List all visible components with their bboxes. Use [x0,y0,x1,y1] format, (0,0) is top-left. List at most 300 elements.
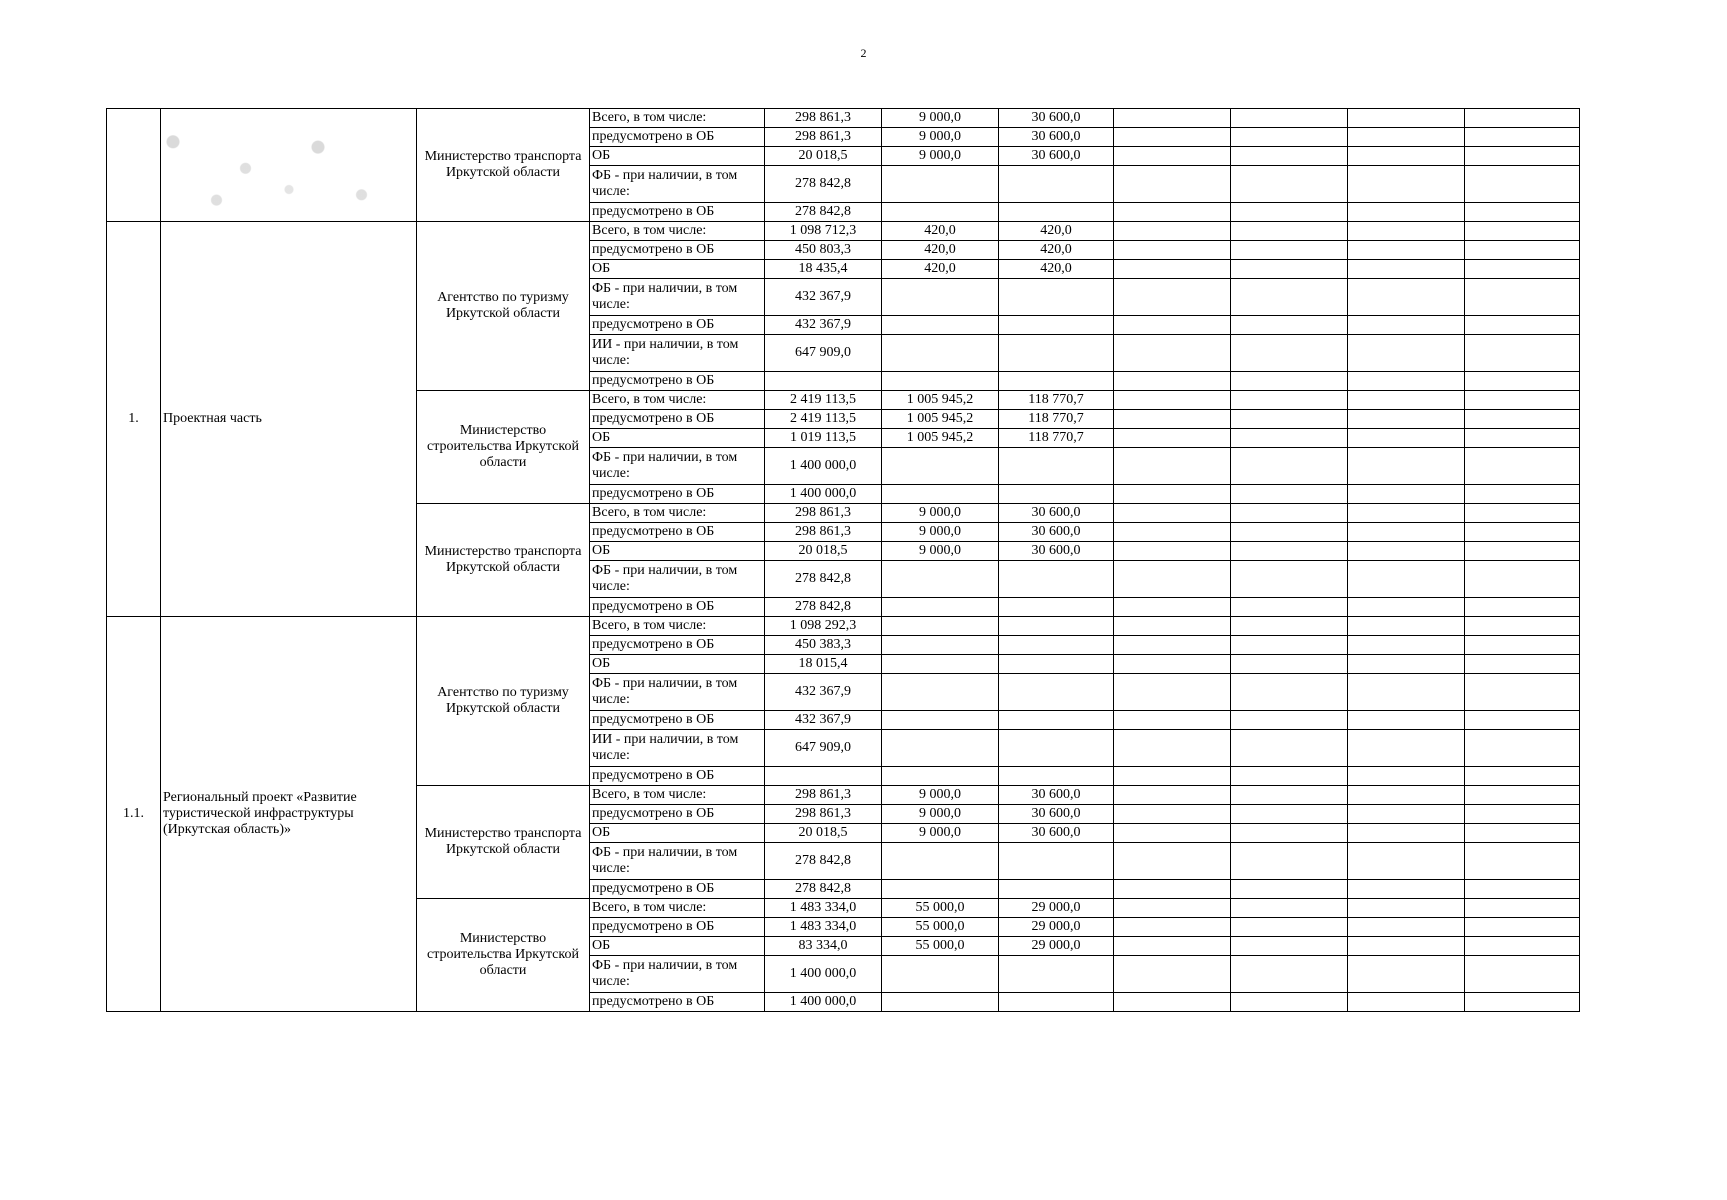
empty-cell [1348,937,1465,956]
value-cell: 450 383,3 [765,636,882,655]
agency-name: Министерство транспорта Иркутской области [417,504,590,617]
empty-cell [1465,993,1580,1012]
empty-cell [1348,335,1465,372]
empty-cell [1114,504,1231,523]
value-cell [999,843,1114,880]
value-cell: 9 000,0 [882,542,999,561]
empty-cell [1231,956,1348,993]
table-row [107,617,1580,636]
empty-cell [1348,843,1465,880]
value-cell: 118 770,7 [999,429,1114,448]
row-label: предусмотрено в ОБ [590,523,765,542]
empty-cell [1231,993,1348,1012]
value-cell: 420,0 [999,222,1114,241]
value-cell [999,617,1114,636]
value-cell [765,372,882,391]
table-row [107,109,1580,128]
row-label: ФБ - при наличии, в том числе: [590,674,765,711]
empty-cell [1465,504,1580,523]
value-cell: 83 334,0 [765,937,882,956]
row-label: предусмотрено в ОБ [590,203,765,222]
empty-cell [1114,429,1231,448]
value-cell: 278 842,8 [765,880,882,899]
empty-cell [1114,993,1231,1012]
empty-cell [1465,617,1580,636]
empty-cell [1114,880,1231,899]
value-cell [882,843,999,880]
row-label: ОБ [590,542,765,561]
empty-cell [1114,786,1231,805]
value-cell: 30 600,0 [999,542,1114,561]
empty-cell [1231,767,1348,786]
row-label: Всего, в том числе: [590,899,765,918]
empty-cell [1114,391,1231,410]
empty-cell [1348,730,1465,767]
empty-cell [1231,918,1348,937]
empty-cell [1348,786,1465,805]
empty-cell [1348,241,1465,260]
value-cell [999,636,1114,655]
value-cell [999,598,1114,617]
empty-cell [1348,655,1465,674]
empty-cell [1231,203,1348,222]
empty-cell [1231,598,1348,617]
value-cell [882,730,999,767]
value-cell [999,880,1114,899]
empty-cell [1348,128,1465,147]
value-cell: 2 419 113,5 [765,410,882,429]
empty-cell [1348,598,1465,617]
empty-cell [1114,767,1231,786]
empty-cell [1231,843,1348,880]
empty-cell [1231,241,1348,260]
value-cell: 298 861,3 [765,109,882,128]
value-cell: 9 000,0 [882,504,999,523]
row-label: Всего, в том числе: [590,617,765,636]
empty-cell [1348,429,1465,448]
value-cell: 2 419 113,5 [765,391,882,410]
table-body [107,109,1580,1012]
empty-cell [1465,918,1580,937]
value-cell: 278 842,8 [765,203,882,222]
empty-cell [1114,899,1231,918]
empty-cell [1114,410,1231,429]
row-label: ОБ [590,429,765,448]
empty-cell [1465,222,1580,241]
empty-cell [1231,429,1348,448]
empty-cell [1231,730,1348,767]
value-cell: 647 909,0 [765,335,882,372]
value-cell: 298 861,3 [765,504,882,523]
empty-cell [1231,786,1348,805]
value-cell: 420,0 [882,222,999,241]
empty-cell [1348,448,1465,485]
value-cell [882,993,999,1012]
value-cell: 18 015,4 [765,655,882,674]
row-label: ФБ - при наличии, в том числе: [590,279,765,316]
value-cell: 1 400 000,0 [765,993,882,1012]
empty-cell [1465,203,1580,222]
empty-cell [1465,805,1580,824]
row-label: ФБ - при наличии, в том числе: [590,843,765,880]
value-cell [882,279,999,316]
row-label: Всего, в том числе: [590,109,765,128]
value-cell: 20 018,5 [765,824,882,843]
value-cell: 298 861,3 [765,805,882,824]
agency-name: Министерство транспорта Иркутской области [417,109,590,222]
value-cell: 18 435,4 [765,260,882,279]
empty-cell [1114,956,1231,993]
empty-cell [1348,805,1465,824]
agency-name: Агентство по туризму Иркутской области [417,222,590,391]
value-cell [999,372,1114,391]
empty-cell [1465,391,1580,410]
row-label: предусмотрено в ОБ [590,767,765,786]
empty-cell [1114,542,1231,561]
empty-cell [1348,279,1465,316]
value-cell: 420,0 [882,241,999,260]
row-label: предусмотрено в ОБ [590,636,765,655]
agency-name: Министерство транспорта Иркутской области [417,786,590,899]
value-cell: 30 600,0 [999,109,1114,128]
value-cell: 29 000,0 [999,899,1114,918]
empty-cell [1114,109,1231,128]
empty-cell [1348,504,1465,523]
empty-cell [1348,147,1465,166]
empty-cell [1465,335,1580,372]
empty-cell [1348,372,1465,391]
agency-name: Министерство строительства Иркутской области [417,899,590,1012]
value-cell: 1 400 000,0 [765,956,882,993]
page-number: 2 [860,46,867,60]
empty-cell [1348,222,1465,241]
value-cell [882,448,999,485]
value-cell: 30 600,0 [999,504,1114,523]
empty-cell [1465,655,1580,674]
value-cell [999,561,1114,598]
empty-cell [1114,260,1231,279]
value-cell [999,674,1114,711]
empty-cell [1231,316,1348,335]
empty-cell [1465,260,1580,279]
value-cell: 432 367,9 [765,316,882,335]
row-label: предусмотрено в ОБ [590,128,765,147]
empty-cell [1114,711,1231,730]
empty-cell [1465,316,1580,335]
empty-cell [1114,203,1231,222]
value-cell [882,636,999,655]
empty-cell [1231,805,1348,824]
value-cell: 1 005 945,2 [882,410,999,429]
value-cell: 20 018,5 [765,542,882,561]
empty-cell [1231,128,1348,147]
row-label: предусмотрено в ОБ [590,316,765,335]
value-cell: 420,0 [999,241,1114,260]
row-label: ОБ [590,147,765,166]
empty-cell [1114,166,1231,203]
row-label: предусмотрено в ОБ [590,485,765,504]
empty-cell [1231,260,1348,279]
empty-cell [1348,523,1465,542]
empty-cell [1114,617,1231,636]
value-cell: 29 000,0 [999,918,1114,937]
value-cell [882,598,999,617]
empty-cell [1231,617,1348,636]
value-cell: 1 005 945,2 [882,429,999,448]
section-name: Региональный проект «Развитие туристической инфраструктуры (Иркутская область)» [161,617,417,1012]
value-cell: 278 842,8 [765,166,882,203]
value-cell: 1 098 712,3 [765,222,882,241]
row-label: ФБ - при наличии, в том числе: [590,166,765,203]
value-cell: 298 861,3 [765,786,882,805]
row-label: Всего, в том числе: [590,786,765,805]
empty-cell [1231,561,1348,598]
value-cell [882,767,999,786]
value-cell [882,335,999,372]
row-label: ФБ - при наличии, в том числе: [590,561,765,598]
value-cell [882,617,999,636]
row-label: ФБ - при наличии, в том числе: [590,956,765,993]
empty-cell [1231,824,1348,843]
value-cell: 30 600,0 [999,523,1114,542]
row-label: предусмотрено в ОБ [590,880,765,899]
empty-cell [1348,542,1465,561]
value-cell: 450 803,3 [765,241,882,260]
empty-cell [1231,655,1348,674]
section-index [107,109,161,222]
empty-cell [1348,993,1465,1012]
row-label: предусмотрено в ОБ [590,372,765,391]
empty-cell [1465,636,1580,655]
empty-cell [1348,956,1465,993]
empty-cell [1465,109,1580,128]
empty-cell [1348,918,1465,937]
empty-cell [1465,241,1580,260]
value-cell [999,485,1114,504]
empty-cell [1348,391,1465,410]
empty-cell [1114,222,1231,241]
value-cell: 9 000,0 [882,824,999,843]
empty-cell [1231,391,1348,410]
value-cell [999,655,1114,674]
empty-cell [1114,279,1231,316]
value-cell: 29 000,0 [999,937,1114,956]
empty-cell [1465,279,1580,316]
value-cell: 55 000,0 [882,918,999,937]
value-cell [882,655,999,674]
value-cell: 1 483 334,0 [765,918,882,937]
empty-cell [1465,166,1580,203]
empty-cell [1114,561,1231,598]
empty-cell [1348,109,1465,128]
empty-cell [1348,899,1465,918]
empty-cell [1114,372,1231,391]
empty-cell [1465,372,1580,391]
empty-cell [1465,147,1580,166]
table-row [107,222,1580,241]
empty-cell [1348,711,1465,730]
section-index: 1.1. [107,617,161,1012]
section-name [161,109,417,222]
budget-table [106,108,1580,1012]
row-label: Всего, в том числе: [590,504,765,523]
agency-name: Агентство по туризму Иркутской области [417,617,590,786]
value-cell [999,316,1114,335]
value-cell: 278 842,8 [765,598,882,617]
value-cell: 30 600,0 [999,128,1114,147]
value-cell [882,166,999,203]
row-label: предусмотрено в ОБ [590,805,765,824]
empty-cell [1114,805,1231,824]
value-cell [882,561,999,598]
value-cell: 9 000,0 [882,109,999,128]
empty-cell [1465,786,1580,805]
value-cell [999,335,1114,372]
row-label: ИИ - при наличии, в том числе: [590,335,765,372]
row-label: предусмотрено в ОБ [590,410,765,429]
empty-cell [1114,147,1231,166]
empty-cell [1231,880,1348,899]
row-label: ОБ [590,260,765,279]
empty-cell [1114,674,1231,711]
empty-cell [1465,937,1580,956]
empty-cell [1231,166,1348,203]
value-cell [882,316,999,335]
empty-cell [1114,448,1231,485]
row-label: предусмотрено в ОБ [590,918,765,937]
empty-cell [1231,674,1348,711]
empty-cell [1231,372,1348,391]
value-cell: 30 600,0 [999,805,1114,824]
empty-cell [1114,485,1231,504]
empty-cell [1465,410,1580,429]
empty-cell [1114,918,1231,937]
empty-cell [1231,279,1348,316]
value-cell: 278 842,8 [765,561,882,598]
empty-cell [1465,598,1580,617]
row-label: Всего, в том числе: [590,391,765,410]
empty-cell [1348,260,1465,279]
value-cell: 1 005 945,2 [882,391,999,410]
value-cell [765,767,882,786]
empty-cell [1348,824,1465,843]
value-cell: 432 367,9 [765,674,882,711]
value-cell: 1 098 292,3 [765,617,882,636]
value-cell: 30 600,0 [999,786,1114,805]
agency-name: Министерство строительства Иркутской области [417,391,590,504]
section-name: Проектная часть [161,222,417,617]
value-cell: 9 000,0 [882,786,999,805]
value-cell: 30 600,0 [999,824,1114,843]
empty-cell [1231,711,1348,730]
empty-cell [1465,128,1580,147]
empty-cell [1348,617,1465,636]
value-cell [882,674,999,711]
empty-cell [1231,335,1348,372]
value-cell: 432 367,9 [765,279,882,316]
value-cell: 9 000,0 [882,128,999,147]
empty-cell [1348,485,1465,504]
value-cell [999,767,1114,786]
empty-cell [1465,429,1580,448]
section-index: 1. [107,222,161,617]
value-cell: 9 000,0 [882,523,999,542]
value-cell: 1 400 000,0 [765,485,882,504]
empty-cell [1465,674,1580,711]
value-cell: 118 770,7 [999,391,1114,410]
empty-cell [1348,316,1465,335]
value-cell [999,203,1114,222]
value-cell: 55 000,0 [882,937,999,956]
row-label: ИИ - при наличии, в том числе: [590,730,765,767]
empty-cell [1114,128,1231,147]
row-label: предусмотрено в ОБ [590,711,765,730]
empty-cell [1231,523,1348,542]
empty-cell [1465,542,1580,561]
empty-cell [1348,674,1465,711]
empty-cell [1114,655,1231,674]
empty-cell [1231,504,1348,523]
value-cell: 20 018,5 [765,147,882,166]
empty-cell [1348,636,1465,655]
value-cell: 647 909,0 [765,730,882,767]
empty-cell [1231,542,1348,561]
value-cell [882,880,999,899]
empty-cell [1348,880,1465,899]
empty-cell [1465,561,1580,598]
value-cell [999,956,1114,993]
value-cell: 118 770,7 [999,410,1114,429]
value-cell [882,203,999,222]
empty-cell [1231,485,1348,504]
value-cell: 9 000,0 [882,805,999,824]
empty-cell [1465,956,1580,993]
value-cell [882,956,999,993]
value-cell [999,279,1114,316]
value-cell: 278 842,8 [765,843,882,880]
empty-cell [1465,523,1580,542]
empty-cell [1465,880,1580,899]
value-cell: 420,0 [999,260,1114,279]
empty-cell [1465,824,1580,843]
empty-cell [1231,109,1348,128]
empty-cell [1348,767,1465,786]
empty-cell [1465,767,1580,786]
empty-cell [1114,335,1231,372]
empty-cell [1231,147,1348,166]
value-cell: 1 483 334,0 [765,899,882,918]
value-cell: 298 861,3 [765,128,882,147]
empty-cell [1114,523,1231,542]
value-cell: 9 000,0 [882,147,999,166]
value-cell: 420,0 [882,260,999,279]
empty-cell [1114,824,1231,843]
empty-cell [1231,222,1348,241]
empty-cell [1348,166,1465,203]
row-label: ОБ [590,655,765,674]
value-cell: 30 600,0 [999,147,1114,166]
row-label: ОБ [590,824,765,843]
empty-cell [1114,730,1231,767]
empty-cell [1231,448,1348,485]
empty-cell [1465,899,1580,918]
empty-cell [1465,711,1580,730]
empty-cell [1231,636,1348,655]
value-cell: 432 367,9 [765,711,882,730]
value-cell [999,166,1114,203]
empty-cell [1114,241,1231,260]
empty-cell [1114,598,1231,617]
